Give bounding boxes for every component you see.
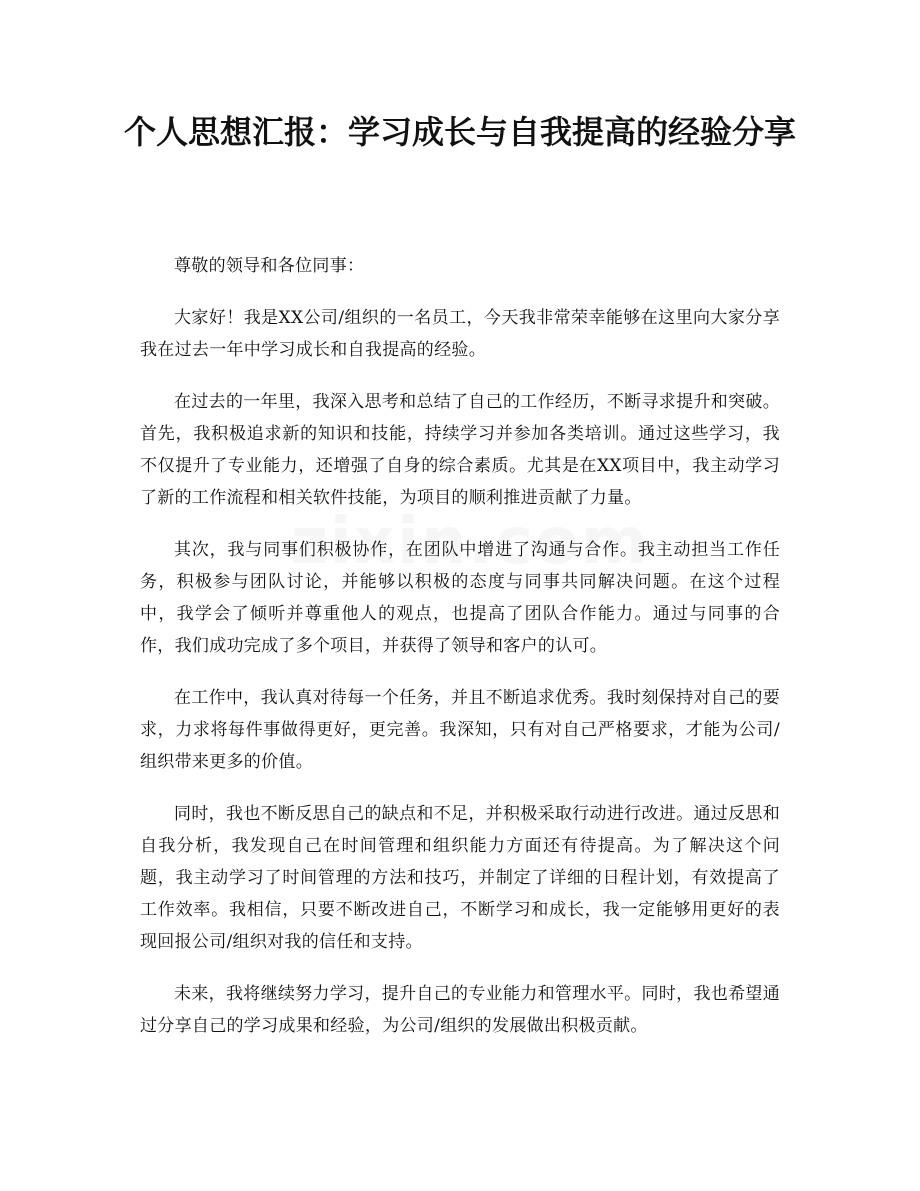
body-paragraph: 大家好！我是XX公司/组织的一名员工，今天我非常荣幸能够在这里向大家分享我在过去一年中学习成长和自我提高的经验。: [140, 308, 780, 360]
body-paragraph: 在工作中，我认真对待每一个任务，并且不断追求优秀。我时刻保持对自己的要求，力求将每件事做得更好，更完善。我深知，只有对自己严格要求，才能为公司/组织带来更多的价值。: [140, 688, 780, 772]
document-title: 个人思想汇报：学习成长与自我提高的经验分享: [123, 113, 796, 151]
body-paragraph: 在过去的一年里，我深入思考和总结了自己的工作经历，不断寻求提升和突破。首先，我积极追求新的知识和技能，持续学习并参加各类培训。通过这些学习，我不仅提升了专业能力，还增强了自身的综合素质。尤其是在XX项目中，我主动学习了新的工作流程和相关软件技能，为项目的顺利推进贡献了力量。: [140, 392, 780, 508]
document-body: [140, 250, 780, 1062]
body-paragraph: 未来，我将继续努力学习，提升自己的专业能力和管理水平。同时，我也希望通过分享自己的学习成果和经验，为公司/组织的发展做出积极贡献。: [140, 984, 780, 1036]
salutation-paragraph: 尊敬的领导和各位同事：: [174, 256, 365, 276]
body-paragraph: 其次，我与同事们积极协作，在团队中增进了沟通与合作。我主动担当工作任务，积极参与团队讨论，并能够以积极的态度与同事共同解决问题。在这个过程中，我学会了倾听并尊重他人的观点，也提高了团队合作能力。通过与同事的合作，我们成功完成了多个项目，并获得了领导和客户的认可。: [140, 540, 780, 656]
body-paragraph: 同时，我也不断反思自己的缺点和不足，并积极采取行动进行改进。通过反思和自我分析，我发现自己在时间管理和组织能力方面还有待提高。为了解决这个问题，我主动学习了时间管理的方法和技巧，并制定了详细的日程计划，有效提高了工作效率。我相信，只要不断改进自己，不断学习和成长，我一定能够用更好的表现回报公司/组织对我的信任和支持。: [140, 804, 780, 952]
